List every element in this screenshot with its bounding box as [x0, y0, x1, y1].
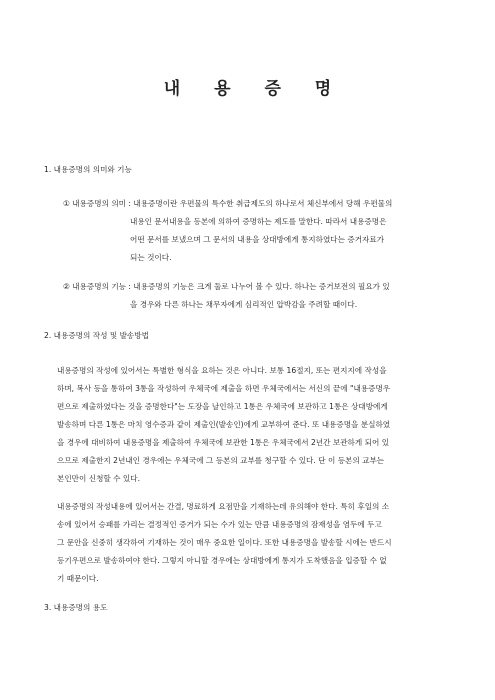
- section-1-item-1-line-1: ① 내용증명의 의미 : 내용증명이란 우편물의 특수한 취급제도의 하나로서 체신부에서 당해 우편물의: [63, 199, 393, 208]
- section-1-item-2-line-2: 을 경우와 다른 하나는 채무자에게 심리적인 압박감을 주려할 때이다.: [130, 300, 358, 309]
- section-2-para-2-line-3: 그 문안을 신중히 생각하여 기재하는 것이 매우 중요한 일이다. 또한 내용증명을 발송할 시에는 반드시: [57, 538, 392, 547]
- section-1-heading: 1. 내용증명의 의미와 기능: [44, 165, 132, 174]
- section-2-para-1-line-3: 편으로 제출하였다는 것을 증명한다"는 도장을 날인하고 1통은 우체국에 보관하고 1통은 상대방에게: [57, 402, 388, 411]
- section-2-para-2-line-5: 기 때문이다.: [57, 574, 99, 583]
- document-title: 내 용 증 명: [163, 79, 346, 99]
- section-2-para-1-line-5: 을 경우에 대비하여 내용증명을 제출하여 우체국에 보관한 1통은 우체국에서 2년간 보관하게 되어 있: [57, 438, 390, 447]
- section-2-heading: 2. 내용증명의 작성 및 발송방법: [44, 331, 149, 340]
- section-2-para-2-line-4: 등기우편으로 발송하여야 한다. 그렇지 아니할 경우에는 상대방에게 통지가 도착했음을 입증할 수 없: [57, 556, 387, 565]
- section-2-para-2-line-2: 송에 있어서 승패를 가리는 결정적인 증거가 되는 수가 있는 만큼 내용증명의 잠재성을 염두에 두고: [57, 520, 382, 529]
- section-1-item-2-line-1: ② 내용증명의 기능 : 내용증명의 기능은 크게 둘로 나누어 볼 수 있다. 하나는 증거보전의 필요가 있: [63, 282, 390, 291]
- section-2-para-1-line-2: 하며, 복사 등을 통하여 3통을 작성하여 우체국에 제출을 하면 우체국에서는 서신의 끝에 "내용증명우: [57, 384, 391, 393]
- section-2-para-1-line-7: 본인만이 신청할 수 있다.: [57, 474, 141, 483]
- section-2-para-1-line-1: 내용증명의 작성에 있어서는 특별한 형식을 요하는 것은 아니다. 보통 16절지, 또는 편지지에 작성을: [57, 366, 387, 375]
- section-2-para-1-line-6: 으므로 제출한지 2년내인 경우에는 우체국에 그 등본의 교부를 청구할 수 있다. 단 이 등본의 교부는: [57, 456, 385, 465]
- section-2-para-1-line-4: 발송하며 다른 1통은 마치 영수증과 같이 제출인(발송인)에게 교부하여 준다. 또 내용증명을 분실하였: [57, 420, 391, 429]
- section-1-item-1-line-3: 어떤 문서를 보냈으며 그 문서의 내용을 상대방에게 통지하였다는 증거자료가: [130, 235, 385, 244]
- section-2-para-2-line-1: 내용증명의 작성내용에 있어서는 간결, 명료하게 요점만을 기재하는데 유의해야 한다. 특히 후일의 소: [57, 502, 390, 511]
- section-3-heading: 3. 내용증명의 용도: [44, 603, 108, 612]
- section-1-item-1-line-2: 내용인 문서내용을 등본에 의하여 증명하는 제도를 말한다. 따라서 내용증명은: [130, 217, 387, 226]
- section-1-item-1-line-4: 되는 것이다.: [130, 253, 172, 262]
